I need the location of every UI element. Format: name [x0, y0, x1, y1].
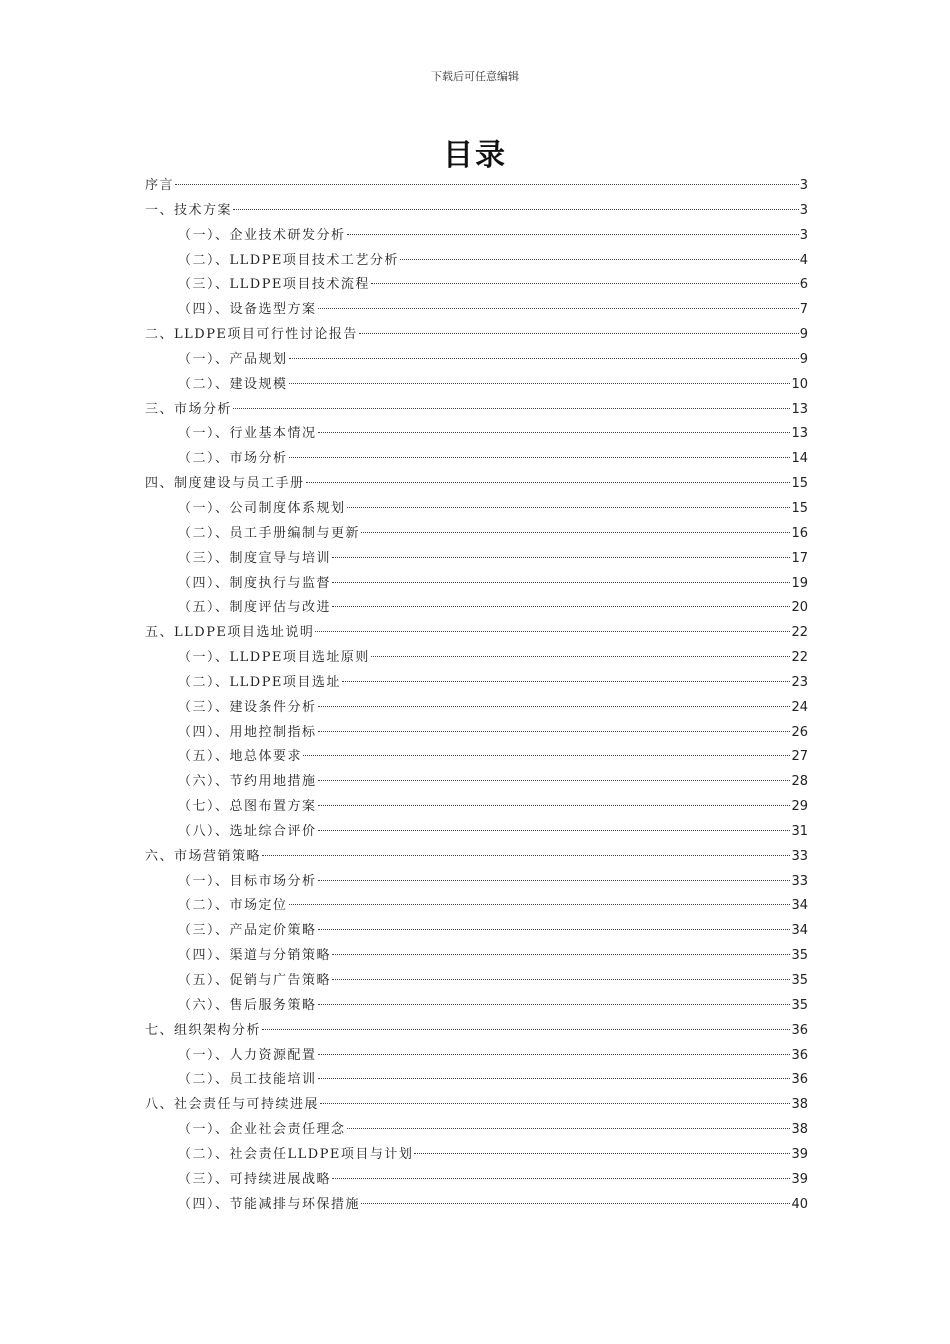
toc-entry-page-number: 10	[791, 376, 808, 392]
toc-leader-dots	[318, 1054, 791, 1055]
toc-entry[interactable]	[145, 1019, 808, 1044]
toc-entry-page-number: 36	[791, 1047, 808, 1063]
toc-entry-label: （二）、LLDPE项目技术工艺分析	[178, 252, 399, 268]
toc-entry[interactable]	[145, 919, 808, 944]
toc-entry-label: （二）、建设规模	[178, 376, 288, 392]
toc-entry-page-number: 16	[791, 525, 808, 541]
toc-leader-dots	[262, 1029, 790, 1030]
toc-entry-label: （一）、人力资源配置	[178, 1047, 317, 1063]
toc-entry-label: （三）、建设条件分析	[178, 699, 317, 715]
toc-entry-page-number: 28	[791, 774, 808, 790]
toc-entry-page-number: 34	[791, 898, 808, 914]
toc-entry[interactable]	[145, 1168, 808, 1193]
toc-leader-dots	[347, 1128, 791, 1129]
toc-entry[interactable]	[145, 273, 808, 298]
toc-entry-label: （二）、社会责任LLDPE项目与计划	[178, 1146, 414, 1162]
toc-entry[interactable]	[145, 994, 808, 1019]
toc-entry-page-number: 23	[791, 674, 808, 690]
toc-entry-label: （一）、产品规划	[178, 351, 288, 367]
toc-leader-dots	[315, 631, 790, 632]
toc-entry[interactable]	[145, 845, 808, 870]
toc-entry-label: 四、制度建设与员工手册	[145, 476, 305, 492]
toc-leader-dots	[359, 333, 799, 334]
toc-entry-page-number: 39	[791, 1146, 808, 1162]
toc-entry[interactable]	[145, 696, 808, 721]
toc-entry[interactable]	[145, 1044, 808, 1069]
toc-entry-page-number: 3	[799, 178, 808, 193]
toc-entry-page-number: 40	[791, 1196, 808, 1212]
toc-entry-page-number: 22	[791, 650, 808, 666]
toc-leader-dots	[332, 954, 790, 955]
toc-entry-page-number: 14	[791, 451, 808, 467]
toc-entry-label: 七、组织架构分析	[145, 1022, 262, 1038]
toc-entry-label: （一）、目标市场分析	[178, 873, 317, 889]
toc-entry-label: 一、技术方案	[145, 202, 233, 218]
toc-leader-dots	[414, 1153, 790, 1154]
toc-entry[interactable]	[145, 646, 808, 671]
toc-entry-label: （一）、公司制度体系规划	[178, 500, 346, 516]
toc-entry-page-number: 19	[791, 575, 808, 591]
toc-entry-page-number: 36	[791, 1022, 808, 1038]
toc-leader-dots	[318, 1078, 791, 1079]
toc-leader-dots	[318, 308, 799, 309]
toc-entry-page-number: 33	[791, 848, 808, 864]
toc-entry-page-number: 35	[791, 997, 808, 1013]
toc-entry-label: 序言	[145, 178, 175, 193]
toc-entry[interactable]	[145, 522, 808, 547]
toc-entry-page-number: 13	[791, 401, 808, 417]
toc-entry[interactable]	[145, 398, 808, 423]
toc-entry-page-number: 7	[799, 302, 808, 318]
toc-entry[interactable]	[145, 770, 808, 795]
toc-entry-page-number: 4	[799, 252, 808, 268]
toc-entry-label: （八）、选址综合评价	[178, 823, 317, 839]
toc-leader-dots	[289, 383, 791, 384]
toc-entry-label: （三）、可持续进展战略	[178, 1171, 332, 1187]
toc-leader-dots	[332, 1178, 790, 1179]
toc-entry-page-number: 36	[791, 1072, 808, 1088]
toc-entry[interactable]	[145, 820, 808, 845]
toc-entry[interactable]	[145, 1118, 808, 1143]
toc-entry-label: （三）、产品定价策略	[178, 923, 317, 939]
toc-entry-page-number: 31	[791, 823, 808, 839]
toc-entry-page-number: 17	[791, 550, 808, 566]
toc-leader-dots	[318, 929, 791, 930]
toc-entry-page-number: 27	[791, 749, 808, 765]
toc-entry[interactable]	[145, 795, 808, 820]
toc-entry[interactable]	[145, 1093, 808, 1118]
toc-leader-dots	[332, 606, 790, 607]
toc-leader-dots	[342, 681, 791, 682]
toc-entry-page-number: 3	[799, 202, 808, 218]
toc-leader-dots	[318, 880, 791, 881]
toc-entry-label: （五）、促销与广告策略	[178, 973, 332, 988]
toc-entry-page-number: 3	[799, 227, 808, 243]
toc-leader-dots	[289, 358, 799, 359]
toc-entry-label: 八、社会责任与可持续进展	[145, 1097, 320, 1113]
toc-entry[interactable]	[145, 721, 808, 746]
toc-leader-dots	[400, 259, 799, 260]
toc-entry[interactable]	[145, 547, 808, 572]
toc-leader-dots	[347, 234, 799, 235]
toc-entry[interactable]	[145, 1143, 808, 1168]
toc-entry-label: （六）、售后服务策略	[178, 997, 317, 1013]
toc-entry[interactable]	[145, 870, 808, 895]
toc-entry-page-number: 15	[791, 500, 808, 516]
toc-entry-page-number: 33	[791, 873, 808, 889]
toc-entry-page-number: 35	[791, 973, 808, 988]
toc-leader-dots	[332, 582, 790, 583]
toc-entry-label: （二）、市场定位	[178, 898, 288, 914]
toc-entry-page-number: 22	[791, 625, 808, 641]
toc-entry-label: （七）、总图布置方案	[178, 799, 317, 815]
toc-entry[interactable]	[145, 323, 808, 348]
toc-entry-label: 六、市场营销策略	[145, 848, 262, 864]
toc-entry-page-number: 9	[799, 327, 808, 343]
toc-entry[interactable]	[145, 621, 808, 646]
toc-leader-dots	[175, 184, 799, 185]
toc-entry-label: （二）、市场分析	[178, 451, 288, 467]
toc-entry[interactable]	[145, 373, 808, 398]
toc-entry[interactable]	[145, 199, 808, 224]
toc-entry[interactable]	[145, 944, 808, 969]
toc-leader-dots	[371, 656, 791, 657]
toc-leader-dots	[289, 457, 791, 458]
toc-leader-dots	[318, 706, 791, 707]
toc-entry-label: （六）、节约用地措施	[178, 774, 317, 790]
toc-leader-dots	[262, 855, 790, 856]
toc-entry-page-number: 38	[791, 1097, 808, 1113]
toc-leader-dots	[318, 780, 791, 781]
page-header: 下载后可任意编辑	[431, 70, 519, 83]
toc-entry-label: （五）、地总体要求	[178, 749, 303, 765]
toc-entry-page-number: 35	[791, 948, 808, 964]
toc-leader-dots	[233, 408, 790, 409]
toc-entry[interactable]	[145, 249, 808, 274]
toc-entry[interactable]	[145, 298, 808, 323]
toc-entry[interactable]	[145, 894, 808, 919]
page-title: 目录	[443, 138, 507, 173]
toc-entry[interactable]	[145, 572, 808, 597]
toc-entry-page-number: 39	[791, 1171, 808, 1187]
toc-entry[interactable]	[145, 348, 808, 373]
toc-entry-label: 三、市场分析	[145, 401, 233, 417]
toc-leader-dots	[361, 1203, 790, 1204]
toc-leader-dots	[318, 432, 791, 433]
toc-entry-page-number: 26	[791, 724, 808, 740]
toc-entry-label: （二）、员工技能培训	[178, 1072, 317, 1088]
toc-leader-dots	[318, 805, 791, 806]
toc-entry-label: 二、LLDPE项目可行性讨论报告	[145, 327, 358, 343]
toc-entry-label: （二）、员工手册编制与更新	[178, 525, 361, 541]
toc-entry[interactable]	[145, 174, 808, 199]
toc-entry-label: （三）、LLDPE项目技术流程	[178, 277, 370, 293]
toc-entry-label: 五、LLDPE项目选址说明	[145, 625, 315, 641]
toc-entry-page-number: 9	[799, 351, 808, 367]
toc-leader-dots	[361, 532, 790, 533]
toc-entry-label: （五）、制度评估与改进	[178, 600, 332, 616]
toc-entry-page-number: 20	[791, 600, 808, 616]
toc-entry[interactable]	[145, 224, 808, 249]
toc-entry-label: （一）、行业基本情况	[178, 426, 317, 442]
toc-leader-dots	[332, 557, 790, 558]
toc-leader-dots	[371, 283, 799, 284]
toc-entry-label: （四）、制度执行与监督	[178, 575, 332, 591]
toc-entry[interactable]	[145, 745, 808, 770]
toc-entry-label: （一）、企业技术研发分析	[178, 227, 346, 243]
toc-entry[interactable]	[145, 969, 808, 994]
toc-entry-label: （三）、制度宣导与培训	[178, 550, 332, 566]
toc-entry-label: （四）、用地控制指标	[178, 724, 317, 740]
toc-entry[interactable]	[145, 1068, 808, 1093]
toc-entry-page-number: 34	[791, 923, 808, 939]
toc-entry[interactable]	[145, 596, 808, 621]
toc-entry-label: （四）、渠道与分销策略	[178, 948, 332, 964]
toc-leader-dots	[320, 1103, 790, 1104]
toc-entry[interactable]	[145, 472, 808, 497]
toc-leader-dots	[347, 507, 791, 508]
toc-leader-dots	[306, 482, 791, 483]
toc-entry-page-number: 38	[791, 1122, 808, 1138]
toc-entry-page-number: 29	[791, 799, 808, 815]
toc-leader-dots	[318, 1004, 791, 1005]
toc-entry-label: （二）、LLDPE项目选址	[178, 674, 341, 690]
toc-entry[interactable]	[145, 447, 808, 472]
toc-entry[interactable]	[145, 422, 808, 447]
toc-leader-dots	[233, 209, 799, 210]
toc-leader-dots	[303, 755, 790, 756]
toc-entry-label: （一）、LLDPE项目选址原则	[178, 650, 370, 666]
toc-leader-dots	[318, 731, 791, 732]
toc-entry-page-number: 13	[791, 426, 808, 442]
toc-leader-dots	[332, 979, 790, 980]
table-of-contents	[145, 174, 808, 1217]
toc-leader-dots	[289, 904, 791, 905]
toc-entry-label: （四）、节能减排与环保措施	[178, 1196, 361, 1212]
toc-leader-dots	[318, 830, 791, 831]
toc-entry-page-number: 15	[791, 476, 808, 492]
toc-entry-page-number: 24	[791, 699, 808, 715]
toc-entry[interactable]	[145, 671, 808, 696]
toc-entry-label: （一）、企业社会责任理念	[178, 1122, 346, 1138]
toc-entry-page-number: 6	[799, 277, 808, 293]
toc-entry[interactable]	[145, 1193, 808, 1218]
toc-entry[interactable]	[145, 497, 808, 522]
toc-entry-label: （四）、设备选型方案	[178, 302, 317, 318]
